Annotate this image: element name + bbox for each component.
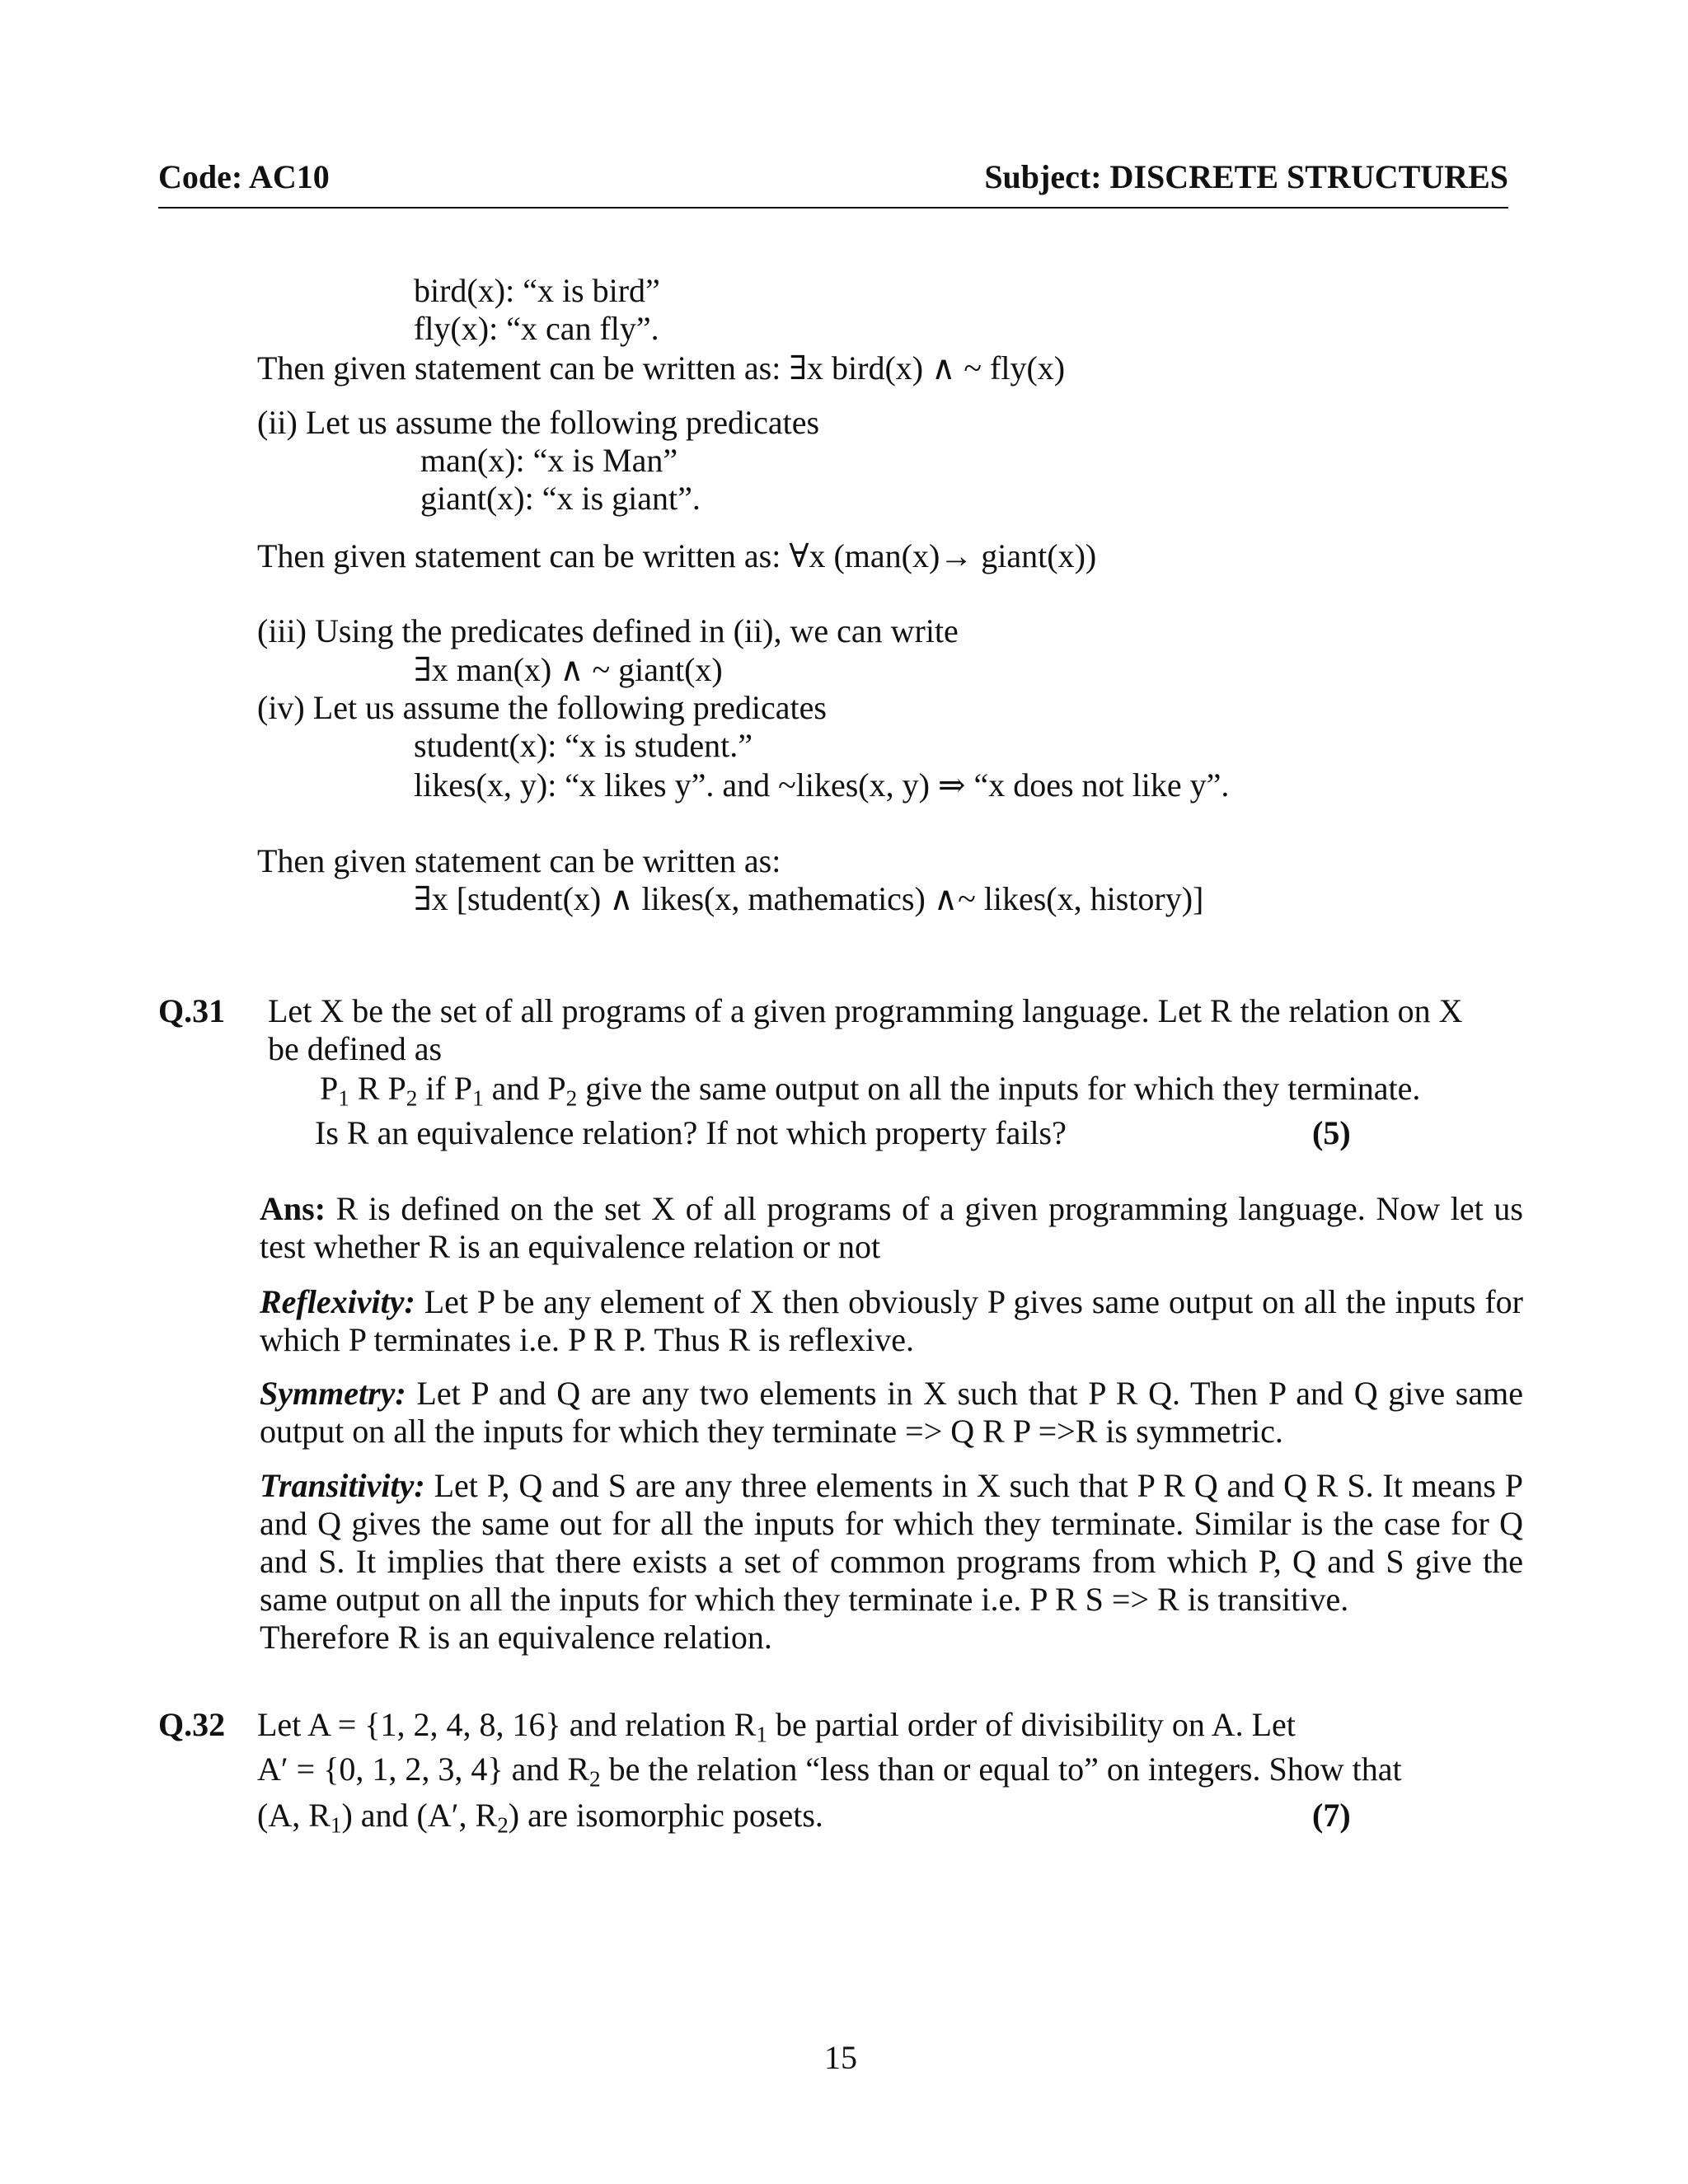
predicate-fly: fly(x): “x can fly”. xyxy=(414,310,659,347)
predicate-likes: likes(x, y): “x likes y”. and ~likes(x, y) ⇒ “x does not like y”. xyxy=(414,766,1230,804)
q32-marks: (7) xyxy=(1312,1797,1351,1834)
q31-answer-intro: Ans: R is defined on the set X of all programs of a given programming language. Now let us test whether R is an equivalence relation or not xyxy=(260,1190,1523,1265)
header-rule xyxy=(158,207,1508,209)
transitivity-paragraph: Transitivity: Let P, Q and S are any three elements in X such that P R Q and Q R S. It means P and Q gives the same out for all the inputs for which they terminate. Similar is the case for Q and S. It implies that there exists a set of common programs from which P, Q and S give the same output on all the inputs for which they terminate i.e. P R S => R is transitive. Therefore R is an equivalence relation. xyxy=(260,1467,1523,1656)
question-number-32: Q.32 xyxy=(158,1706,226,1743)
symmetry-paragraph: Symmetry: Let P and Q are any two elements in X such that P R Q. Then P and Q give same output on all the inputs for which they terminate => Q R P =>R is symmetric. xyxy=(260,1375,1523,1450)
statement-iv-intro: Then given statement can be written as: xyxy=(257,842,781,879)
reflexivity-label: Reflexivity: xyxy=(260,1283,415,1320)
predicate-student: student(x): “x is student.” xyxy=(414,727,753,764)
part-iii-intro: (iii) Using the predicates defined in (ii), we can write xyxy=(257,612,959,649)
transitivity-label: Transitivity: xyxy=(260,1467,425,1504)
conclusion: Therefore R is an equivalence relation. xyxy=(260,1619,772,1656)
statement-i: Then given statement can be written as: ∃x bird(x) ∧ ~ fly(x) xyxy=(257,349,1066,387)
predicate-man: man(x): “x is Man” xyxy=(420,442,678,479)
statement-iv: ∃x [student(x) ∧ likes(x, mathematics) ∧~ likes(x, history)] xyxy=(414,880,1204,917)
header-code: Code: AC10 xyxy=(158,158,330,195)
q31-text-line2: be defined as xyxy=(268,1030,443,1067)
q32-line1: Let A = {1, 2, 4, 8, 16} and relation $R_1$ be partial order of divisibility on A. Let xyxy=(257,1706,1296,1747)
answer-label: Ans: xyxy=(260,1190,326,1227)
statement-ii: Then given statement can be written as: ∀x (man(x)→ giant(x)) xyxy=(257,537,1097,574)
q32-line2: A′ = {0, 1, 2, 3, 4} and $R_2$ be the relation “less than or equal to” on integers. Show that xyxy=(257,1750,1402,1792)
part-iv-intro: (iv) Let us assume the following predicates xyxy=(257,689,827,726)
header-subject: Subject: DISCRETE STRUCTURES xyxy=(984,158,1508,195)
statement-iii: ∃x man(x) ∧ ~ giant(x) xyxy=(414,651,723,688)
page-number: 15 xyxy=(824,2039,857,2076)
predicate-bird: bird(x): “x is bird” xyxy=(414,272,660,309)
question-number-31: Q.31 xyxy=(158,992,226,1029)
predicate-giant: giant(x): “x is giant”. xyxy=(420,480,701,517)
q31-question: Is R an equivalence relation? If not which property fails? xyxy=(315,1114,1067,1151)
q31-relation-definition: $P_1$ R $P_2$ if $P_1$ and $P_2$ give the same output on all the inputs for which they terminate. xyxy=(320,1070,1421,1111)
q31-text-line1: Let X be the set of all programs of a given programming language. Let R the relation on X xyxy=(268,992,1463,1029)
reflexivity-paragraph: Reflexivity: Let P be any element of X then obviously P gives same output on all the inputs for which P terminates i.e. P R P. Thus R is reflexive. xyxy=(260,1283,1523,1358)
symmetry-label: Symmetry: xyxy=(260,1375,406,1412)
part-ii-intro: (ii) Let us assume the following predicates xyxy=(257,404,820,441)
q32-line3: (A, $R_1$) and (A′, $R_2$) are isomorphic posets. xyxy=(257,1797,823,1838)
q31-marks: (5) xyxy=(1312,1114,1351,1151)
